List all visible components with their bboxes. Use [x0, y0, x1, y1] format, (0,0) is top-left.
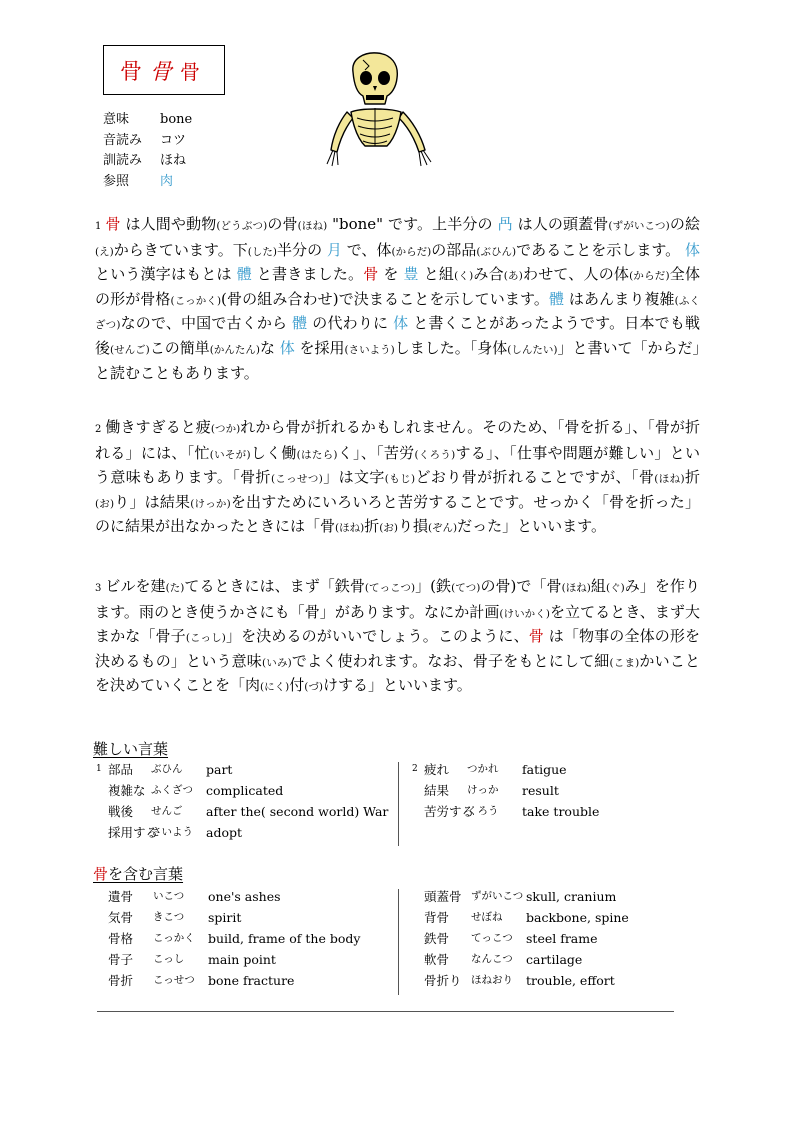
reading-ruby: (した)	[247, 245, 278, 258]
vocab-row	[96, 970, 360, 991]
info-value-link[interactable]: 肉	[160, 173, 174, 189]
info-label: 参照	[103, 173, 130, 189]
reading-ruby: (てっこつ)	[364, 582, 416, 594]
text-run: は「物事の全体の形を決めるもの」という意味	[95, 627, 700, 670]
reading-ruby: (せんご)	[110, 343, 150, 356]
reading-ruby: (けっか)	[190, 497, 231, 510]
vocab-word: 骨格	[108, 931, 134, 946]
paragraph-number: 3	[95, 583, 102, 594]
text-run: 」(鉄	[415, 577, 452, 595]
skeleton-illustration	[325, 50, 437, 170]
vocab-word: 遺骨	[108, 889, 134, 904]
reading-ruby: (お)	[95, 497, 115, 510]
vocab-reading: きこつ	[153, 911, 185, 923]
vocab-english: skull, cranium	[526, 889, 617, 904]
vocab-word: 軟骨	[424, 952, 450, 967]
text-run: はあんまり複雑	[564, 289, 675, 308]
reading-ruby: (つか)	[210, 423, 241, 435]
vocab-english: trouble, effort	[526, 973, 615, 988]
vocab-english: build, frame of the body	[208, 931, 361, 946]
text-run: を出すためにいろいろと苦労することです。せっかく「骨を折った」のに結果が出なかったときには「骨	[95, 492, 700, 536]
vocab-word: 気骨	[108, 910, 134, 925]
text-run: する」、「仕事や問題が難しい」という意味もあります。「骨折	[95, 443, 700, 487]
reading-ruby: (お)	[379, 522, 398, 535]
vocab-english: backbone, spine	[526, 910, 629, 925]
vocab-row	[96, 801, 388, 822]
kanji-form-2: 骨	[150, 59, 181, 85]
text-run: てるときには、まず「鉄骨	[184, 577, 365, 595]
kanji-highlight[interactable]: 体	[279, 338, 295, 357]
vocab-spacer	[412, 928, 424, 949]
text-run: 」と書いて「からだ」と読むこともあります。	[95, 338, 700, 382]
reading-ruby: (ぶひん)	[476, 245, 517, 258]
text-run: でよく使われます。なお、骨子をもとにして細	[291, 651, 610, 670]
vocab-english: fatigue	[522, 762, 567, 777]
text-run: 半分の	[277, 240, 327, 259]
text-run: なので、中国で古くから	[120, 314, 293, 333]
kanji-info	[103, 110, 192, 192]
vocab-spacer	[96, 886, 108, 907]
text-run: しく働	[250, 443, 297, 462]
vocab-english: main point	[208, 952, 276, 967]
vocab-spacer	[412, 907, 424, 928]
text-run: な	[259, 338, 280, 357]
text-run: の部品	[431, 240, 477, 259]
vocab-num	[96, 801, 108, 822]
vocab-reading: こっし	[153, 953, 185, 965]
info-label: 意味	[103, 112, 130, 127]
kanji-highlight[interactable]: 冎	[497, 215, 513, 233]
vocab-hard-right	[412, 759, 599, 822]
kanji-highlight[interactable]: 月	[326, 240, 342, 259]
reading-ruby: (さいよう)	[344, 343, 395, 356]
vocab-word: 疲れ	[424, 762, 450, 777]
info-value: ほね	[160, 153, 187, 168]
reading-ruby: (こっし)	[185, 632, 226, 645]
vocab-word: 結果	[424, 783, 450, 798]
vocab-english: part	[206, 762, 233, 777]
section-title-kanji: 骨	[93, 865, 109, 883]
text-run: しました。「身体	[394, 338, 508, 357]
vocab-reading: せんご	[151, 805, 183, 817]
vocab-word: 骨折り	[424, 973, 462, 988]
kanji-highlight[interactable]: 體	[292, 314, 308, 333]
text-run: どおり骨が折れることですが、「骨	[415, 468, 655, 487]
paragraph-number: 1	[95, 221, 102, 232]
vocab-word: 鉄骨	[424, 931, 450, 946]
vocab-reading: ぶひん	[151, 763, 183, 775]
vocab-reading: けっか	[467, 784, 499, 796]
text-run: を	[378, 265, 404, 284]
text-run: の骨	[267, 215, 298, 233]
reading-ruby: (いそが)	[209, 448, 251, 461]
vocab-row	[412, 886, 629, 907]
vocab-word: 採用する	[108, 825, 159, 840]
reading-ruby: (く)	[454, 270, 474, 283]
info-value: bone	[160, 112, 193, 127]
reading-ruby: (くろう)	[414, 448, 456, 461]
text-run: 働きすぎると疲	[105, 418, 211, 436]
vocab-english: bone fracture	[208, 973, 295, 988]
text-run: は人間や動物	[120, 215, 217, 233]
paragraph-2	[95, 416, 700, 540]
text-run: れから骨が折れるかもしれません。そのため、「骨を折る」、「骨が折れる」には、「忙	[95, 418, 700, 462]
text-run: 折	[684, 468, 700, 487]
reading-ruby: (かんたん)	[209, 343, 260, 356]
vocab-word: 骨子	[108, 952, 134, 967]
vocab-english: cartilage	[526, 952, 583, 967]
text-run: 」を決めるのがいいでしょう。このように、	[225, 627, 529, 646]
vocab-num	[412, 801, 424, 822]
vocab-word: 骨折	[108, 973, 134, 988]
text-run: の骨)で「骨	[480, 577, 562, 595]
text-run: 全体の形が骨格	[95, 265, 700, 308]
vocab-row	[412, 928, 629, 949]
reading-ruby: (からだ)	[391, 245, 432, 258]
text-run: (骨の組み合わせ)で決まることを示しています。	[221, 289, 549, 308]
vocab-english: complicated	[206, 783, 284, 798]
reading-ruby: (こっせつ)	[270, 473, 323, 486]
vocab-word: 背骨	[424, 910, 450, 925]
reading-ruby: (ほね)	[335, 522, 365, 535]
vocab-english: after the( second world) War	[206, 804, 389, 819]
vocab-containing-right	[412, 886, 629, 991]
vocab-spacer	[412, 949, 424, 970]
vocab-english: adopt	[206, 825, 243, 840]
reading-ruby: (あ)	[503, 270, 523, 283]
text-run: かいことを決めていくことを「肉	[95, 651, 700, 695]
reading-ruby: (こま)	[609, 656, 640, 669]
kanji-form-3: 骨	[180, 59, 209, 84]
vocab-english: spirit	[208, 910, 242, 925]
text-run: の絵	[669, 215, 700, 233]
reading-ruby: (はたら)	[296, 448, 338, 461]
text-run: を採用	[294, 338, 345, 357]
reading-ruby: (からだ)	[629, 270, 670, 283]
text-run: で、体	[341, 240, 392, 259]
vocab-word: 部品	[108, 762, 134, 777]
vocab-spacer	[96, 949, 108, 970]
vocab-reading: せぼね	[471, 911, 503, 923]
column-divider	[398, 762, 399, 846]
vocab-row	[412, 970, 629, 991]
vocab-num: 2	[412, 764, 418, 774]
column-divider	[398, 889, 399, 995]
vocab-reading: ずがいこつ	[471, 890, 524, 902]
vocab-row	[96, 928, 360, 949]
kanji-form-1: 骨	[119, 59, 150, 85]
text-run: と組	[418, 265, 455, 284]
reading-ruby: (もじ)	[384, 473, 416, 486]
vocab-reading: ふくざつ	[151, 784, 193, 796]
vocab-word: 苦労する	[424, 804, 475, 819]
reading-ruby: (ふくざつ)	[95, 294, 700, 332]
vocab-row	[96, 822, 388, 843]
text-run: と書きました。	[251, 265, 364, 284]
reading-ruby: (ほね)	[297, 220, 328, 232]
reading-ruby: (けいかく)	[499, 607, 550, 620]
kanji-highlight[interactable]: 豊	[403, 265, 419, 284]
text-run: 付	[289, 676, 305, 695]
text-run: を立てるとき、まず大まかな「骨子	[95, 602, 700, 646]
text-run: だった」といいます。	[457, 517, 606, 536]
vocab-num: 1	[96, 764, 102, 774]
text-run: この簡単	[149, 338, 210, 357]
bottom-rule	[97, 1011, 674, 1012]
vocab-reading: こっせつ	[153, 974, 195, 986]
vocab-english: one's ashes	[208, 889, 281, 904]
kanji-highlight: 骨	[363, 265, 379, 284]
info-row-meaning	[103, 110, 192, 131]
reading-ruby: (ぐ)	[605, 582, 625, 594]
reading-ruby: (づ)	[304, 681, 323, 694]
text-run: "bone" です。上半分の	[327, 215, 498, 233]
text-run: 組	[590, 577, 606, 595]
info-value: コツ	[160, 132, 187, 148]
text-run: は人の頭蓋骨	[512, 215, 609, 233]
vocab-spacer	[96, 970, 108, 991]
kanji-forms-box	[103, 45, 225, 95]
reading-ruby: (にく)	[260, 681, 290, 694]
text-run: という漢字はもとは	[95, 265, 237, 284]
reading-ruby: (ほね)	[654, 473, 685, 486]
reading-ruby: (た)	[165, 582, 185, 594]
text-run: り損	[397, 517, 428, 536]
vocab-row	[412, 907, 629, 928]
vocab-spacer	[96, 907, 108, 928]
vocab-spacer	[96, 928, 108, 949]
reading-ruby: (しんたい)	[507, 343, 558, 356]
vocab-reading: つかれ	[467, 763, 499, 775]
vocab-word: 戦後	[108, 804, 134, 819]
text-run: り」は結果	[114, 492, 191, 511]
paragraph-number: 2	[95, 424, 102, 435]
kanji-highlight[interactable]: 體	[236, 265, 252, 284]
vocab-containing-left	[96, 886, 360, 991]
vocab-word: 頭蓋骨	[424, 889, 462, 904]
text-run: であることを示します。	[516, 240, 685, 259]
reading-ruby: (ぞん)	[427, 522, 458, 535]
reading-ruby: (ほね)	[561, 582, 591, 594]
vocab-row	[96, 949, 360, 970]
vocab-spacer	[412, 886, 424, 907]
vocab-reading: なんこつ	[471, 953, 513, 965]
reading-ruby: (ずがいこつ)	[608, 220, 670, 232]
info-row-kunyomi	[103, 151, 192, 172]
text-run: み」を作ります。雨のとき使うかさにも「骨」があります。なにか計画	[95, 577, 700, 621]
text-run: く」、「苦労	[337, 443, 415, 462]
text-run: 」は文字	[322, 468, 385, 487]
vocab-row	[412, 801, 599, 822]
vocab-word: 複雑な	[108, 783, 146, 798]
kanji-highlight[interactable]: 体	[684, 240, 700, 259]
text-run: わせて、人の体	[522, 265, 630, 284]
info-row-onyomi	[103, 131, 192, 152]
text-run: からきています。下	[113, 240, 248, 259]
vocab-num	[96, 780, 108, 801]
vocab-row	[96, 759, 388, 780]
kanji-highlight[interactable]: 體	[548, 289, 565, 308]
vocab-reading: さいよう	[151, 826, 193, 838]
text-run: 折	[364, 517, 380, 536]
reading-ruby: (どうぶつ)	[216, 220, 268, 232]
section-title-rest: を含む言葉	[108, 865, 184, 883]
paragraph-3	[95, 575, 700, 699]
reading-ruby: (こっかく)	[170, 294, 222, 307]
reading-ruby: (え)	[95, 245, 114, 258]
vocab-reading: ほねおり	[471, 974, 513, 986]
text-run: の代わりに	[307, 314, 394, 333]
vocab-num	[96, 822, 108, 843]
text-run: み合	[473, 265, 504, 284]
vocab-reading: くろう	[467, 805, 499, 817]
vocab-row	[412, 780, 599, 801]
vocab-english: result	[522, 783, 559, 798]
vocab-reading: こっかく	[153, 932, 195, 944]
text-run: と書くことがあったようです。日本でも戦後	[95, 314, 700, 357]
info-label: 音読み	[103, 132, 143, 148]
vocab-spacer	[412, 970, 424, 991]
vocab-row	[96, 780, 388, 801]
reading-ruby: (いみ)	[261, 656, 292, 669]
section-title-containing-words	[93, 863, 183, 884]
vocab-row	[412, 759, 599, 780]
section-title-difficult-words: 難しい言葉	[93, 740, 169, 758]
info-label: 訓読み	[103, 153, 143, 168]
vocab-row	[412, 949, 629, 970]
vocab-row	[96, 907, 360, 928]
paragraph-1	[95, 213, 700, 384]
vocab-hard-left	[96, 759, 388, 843]
vocab-english: steel frame	[526, 931, 598, 946]
text-run: ビルを建	[105, 577, 166, 595]
kanji-highlight[interactable]: 体	[393, 314, 409, 333]
text-run: けする」といいます。	[322, 676, 472, 695]
vocab-row	[96, 886, 360, 907]
vocab-num	[412, 780, 424, 801]
kanji-highlight: 骨	[105, 215, 121, 233]
vocab-reading: いこつ	[153, 890, 185, 902]
vocab-reading: てっこつ	[471, 932, 513, 944]
kanji-highlight: 骨	[528, 627, 544, 646]
info-row-reference	[103, 172, 192, 193]
vocab-english: take trouble	[522, 804, 600, 819]
reading-ruby: (てつ)	[451, 582, 481, 594]
